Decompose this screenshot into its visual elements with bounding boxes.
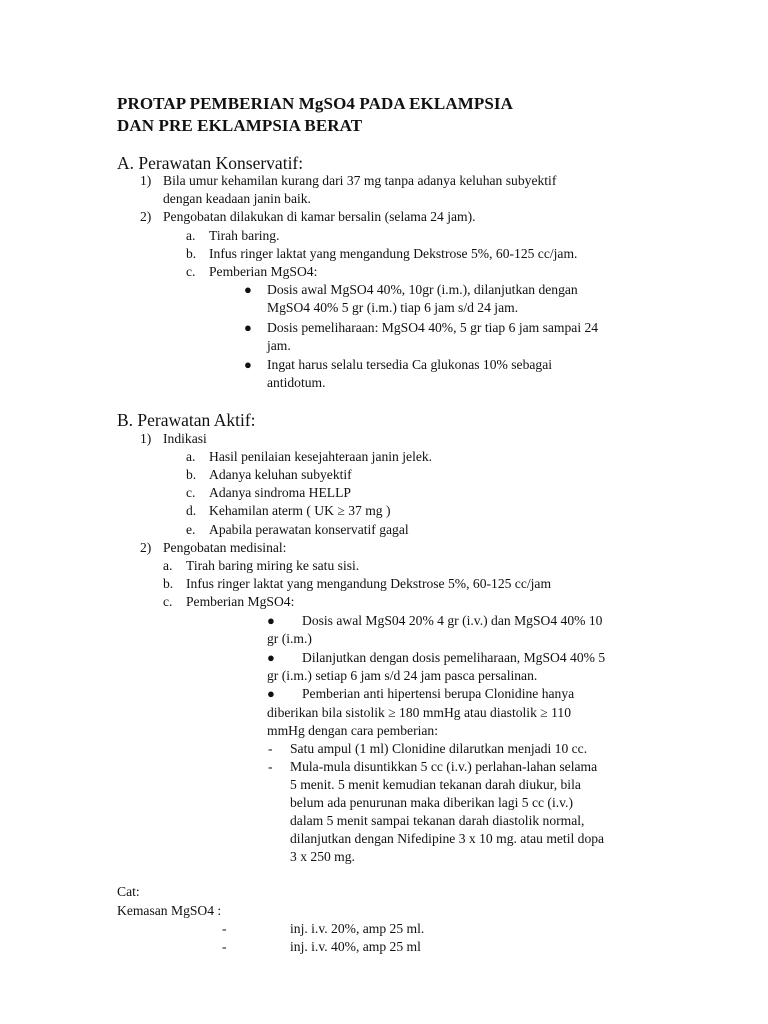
dash-item-text-cont: 5 menit. 5 menit kemudian tekanan darah diukur, bila (290, 777, 581, 792)
list-item-text: Pengobatan dilakukan di kamar bersalin (selama 24 jam). (163, 209, 476, 224)
section-b-heading: B. Perawatan Aktif: (117, 410, 256, 430)
bullet-item-text: Pemberian anti hipertensi berupa Clonidine hanya (302, 686, 575, 701)
sublist-item: Hasil penilaian kesejahteraan janin jelek. (209, 449, 433, 464)
list-item-text-cont: dengan keadaan janin baik. (163, 191, 311, 206)
packaging-marker: - (222, 921, 227, 936)
sublist-item: Kehamilan aterm ( UK ≥ 37 mg ) (209, 503, 391, 518)
bullet-icon: ● (267, 650, 275, 665)
bullet-item-text: Ingat harus selalu tersedia Ca glukonas 10% sebagai (267, 357, 553, 372)
dash-marker: - (268, 741, 273, 756)
bullet-item-text: Dilanjutkan dengan dosis pemeliharaan, MgSO4 40% 5 (302, 650, 606, 665)
list-number: 2) (140, 540, 152, 555)
dash-item-text-cont: dilanjutkan dengan Nifedipine 3 x 10 mg. atau metil dopa (290, 831, 605, 846)
bullet-item-text-cont: diberikan bila sistolik ≥ 180 mmHg atau diastolik ≥ 110 (267, 705, 572, 720)
sublist-marker: e. (186, 522, 196, 537)
packaging-item: inj. i.v. 40%, amp 25 ml (290, 939, 421, 954)
dash-item-text-cont: belum ada penurunan maka diberikan lagi 5 cc (i.v.) (290, 795, 573, 810)
sublist-marker: d. (186, 503, 197, 518)
dash-item-text: Satu ampul (1 ml) Clonidine dilarutkan menjadi 10 cc. (290, 741, 588, 756)
sublist-marker: b. (163, 576, 174, 591)
sublist-marker: a. (163, 558, 173, 573)
sublist-marker: a. (186, 449, 196, 464)
bullet-item-text-cont: MgSO4 40% 5 gr (i.m.) tiap 6 jam s/d 24 jam. (267, 300, 519, 315)
list-item-text: Bila umur kehamilan kurang dari 37 mg tanpa adanya keluhan subyektif (163, 173, 557, 188)
list-item-text: Indikasi (163, 431, 207, 446)
sublist-item: Pemberian MgSO4: (186, 594, 295, 609)
bullet-icon: ● (244, 357, 252, 372)
packaging-label: Kemasan MgSO4 : (117, 903, 222, 918)
sublist-item: Tirah baring miring ke satu sisi. (186, 558, 360, 573)
packaging-marker: - (222, 939, 227, 954)
sublist-item: Pemberian MgSO4: (209, 264, 318, 279)
list-item-text: Pengobatan medisinal: (163, 540, 287, 555)
sublist-marker: c. (186, 485, 196, 500)
dash-item-text-cont: 3 x 250 mg. (290, 849, 355, 864)
dash-item-text: Mula-mula disuntikkan 5 cc (i.v.) perlahan-lahan selama (290, 759, 598, 774)
sublist-marker: c. (163, 594, 173, 609)
bullet-item-text-cont: mmHg dengan cara pemberian: (267, 723, 438, 738)
bullet-item-text-cont: gr (i.m.) (267, 631, 312, 646)
sublist-item: Infus ringer laktat yang mengandung Dekstrose 5%, 60-125 cc/jam. (209, 246, 578, 261)
section-a-heading: A. Perawatan Konservatif: (117, 153, 304, 173)
dash-marker: - (268, 759, 273, 774)
sublist-item: Infus ringer laktat yang mengandung Dekstrose 5%, 60-125 cc/jam (186, 576, 552, 591)
bullet-item-text-cont: gr (i.m.) setiap 6 jam s/d 24 jam pasca persalinan. (267, 668, 538, 683)
bullet-icon: ● (244, 282, 252, 297)
sublist-marker: b. (186, 246, 197, 261)
sublist-item: Adanya keluhan subyektif (209, 467, 352, 482)
bullet-item-text-cont: antidotum. (267, 375, 326, 390)
sublist-item: Adanya sindroma HELLP (209, 485, 351, 500)
sublist-marker: a. (186, 228, 196, 243)
bullet-item-text: Dosis pemeliharaan: MgSO4 40%, 5 gr tiap 6 jam sampai 24 (267, 320, 599, 335)
sublist-marker: b. (186, 467, 197, 482)
bullet-item-text-cont: jam. (267, 338, 291, 353)
sublist-marker: c. (186, 264, 196, 279)
packaging-item: inj. i.v. 20%, amp 25 ml. (290, 921, 425, 936)
dash-item-text-cont: dalam 5 menit sampai tekanan darah diastolik normal, (290, 813, 585, 828)
bullet-icon: ● (244, 320, 252, 335)
document-title-line1: PROTAP PEMBERIAN MgSO4 PADA EKLAMPSIA (117, 94, 513, 113)
list-number: 1) (140, 173, 152, 188)
bullet-item-text: Dosis awal MgSO4 40%, 10gr (i.m.), dilanjutkan dengan (267, 282, 578, 297)
document-title-line2: DAN PRE EKLAMPSIA BERAT (117, 116, 363, 135)
bullet-icon: ● (267, 686, 275, 701)
bullet-icon: ● (267, 613, 275, 628)
sublist-item: Tirah baring. (209, 228, 280, 243)
bullet-item-text: Dosis awal MgS04 20% 4 gr (i.v.) dan MgSO4 40% 10 (302, 613, 603, 628)
list-number: 1) (140, 431, 152, 446)
note-label: Cat: (117, 884, 140, 899)
sublist-item: Apabila perawatan konservatif gagal (209, 522, 409, 537)
list-number: 2) (140, 209, 152, 224)
